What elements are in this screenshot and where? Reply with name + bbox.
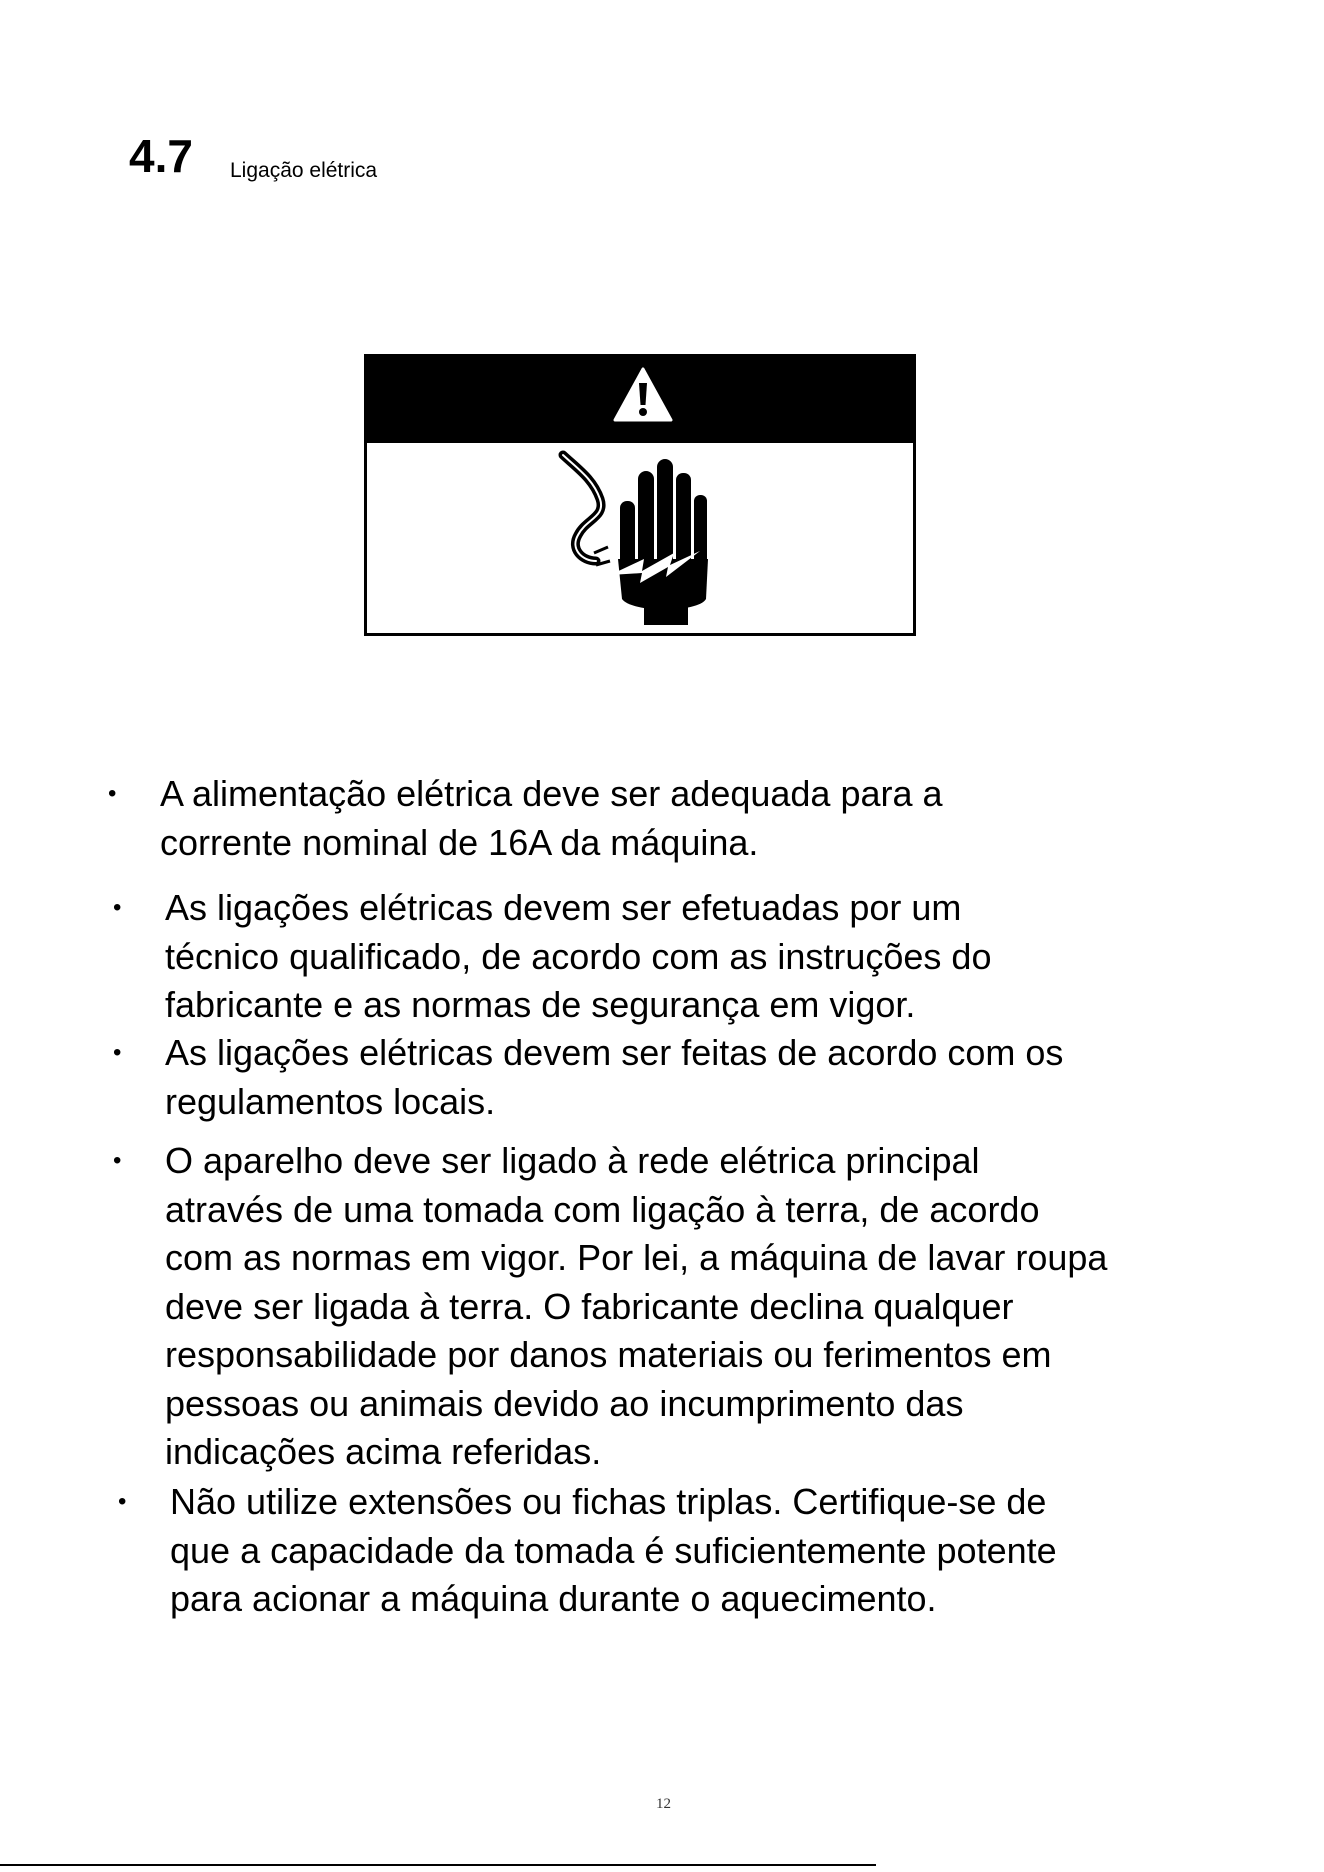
bullet-marker: • (113, 894, 122, 921)
list-item-line: indicações acima referidas. (165, 1431, 602, 1472)
list-item-line: através de uma tomada com ligação à terra, de acordo (165, 1188, 1040, 1230)
bullet-marker: • (108, 780, 117, 807)
bullet-marker: • (113, 1039, 122, 1066)
list-item (113, 1137, 1108, 1477)
list-item-line: As ligações elétricas devem ser efetuadas por um (165, 887, 962, 928)
list-item (113, 1029, 1064, 1126)
page-number: 12 (656, 1796, 671, 1812)
electrical-hazard-warning (364, 354, 916, 636)
list-item-line: técnico qualificado, de acordo com as instruções do (165, 935, 992, 977)
list-item-line: regulamentos locais. (165, 1080, 496, 1122)
electric-shock-hand-icon (548, 449, 713, 625)
warning-triangle-icon (611, 365, 675, 425)
footer-rule (0, 1864, 876, 1866)
warning-header-band (367, 357, 913, 443)
list-item-line: O aparelho deve ser ligado à rede elétrica principal (165, 1140, 980, 1181)
list-item-line: para acionar a máquina durante o aquecimento. (170, 1578, 937, 1619)
list-item (113, 884, 992, 1030)
list-item-line: fabricante e as normas de segurança em vigor. (165, 984, 916, 1025)
list-item (118, 1478, 1057, 1624)
list-item-line: que a capacidade da tomada é suficientemente potente (170, 1529, 1057, 1571)
bullet-marker: • (113, 1147, 122, 1174)
list-item-line: deve ser ligada à terra. O fabricante declina qualquer (165, 1285, 1014, 1327)
list-item (108, 770, 943, 867)
list-item-line: com as normas em vigor. Por lei, a máquina de lavar roupa (165, 1237, 1108, 1278)
list-item-line: pessoas ou animais devido ao incumprimento das (165, 1382, 964, 1424)
section-title: Ligação elétrica (230, 159, 378, 182)
section-number: 4.7 (129, 130, 193, 182)
list-item-line: responsabilidade por danos materiais ou ferimentos em (165, 1334, 1052, 1375)
list-item-line: Não utilize extensões ou fichas triplas. Certifique-se de (170, 1481, 1047, 1522)
list-item-line: corrente nominal de 16A da máquina. (160, 821, 759, 863)
list-item-line: A alimentação elétrica deve ser adequada para a (160, 773, 943, 814)
list-item-line: As ligações elétricas devem ser feitas de acordo com os (165, 1032, 1064, 1073)
bullet-marker: • (118, 1488, 127, 1515)
